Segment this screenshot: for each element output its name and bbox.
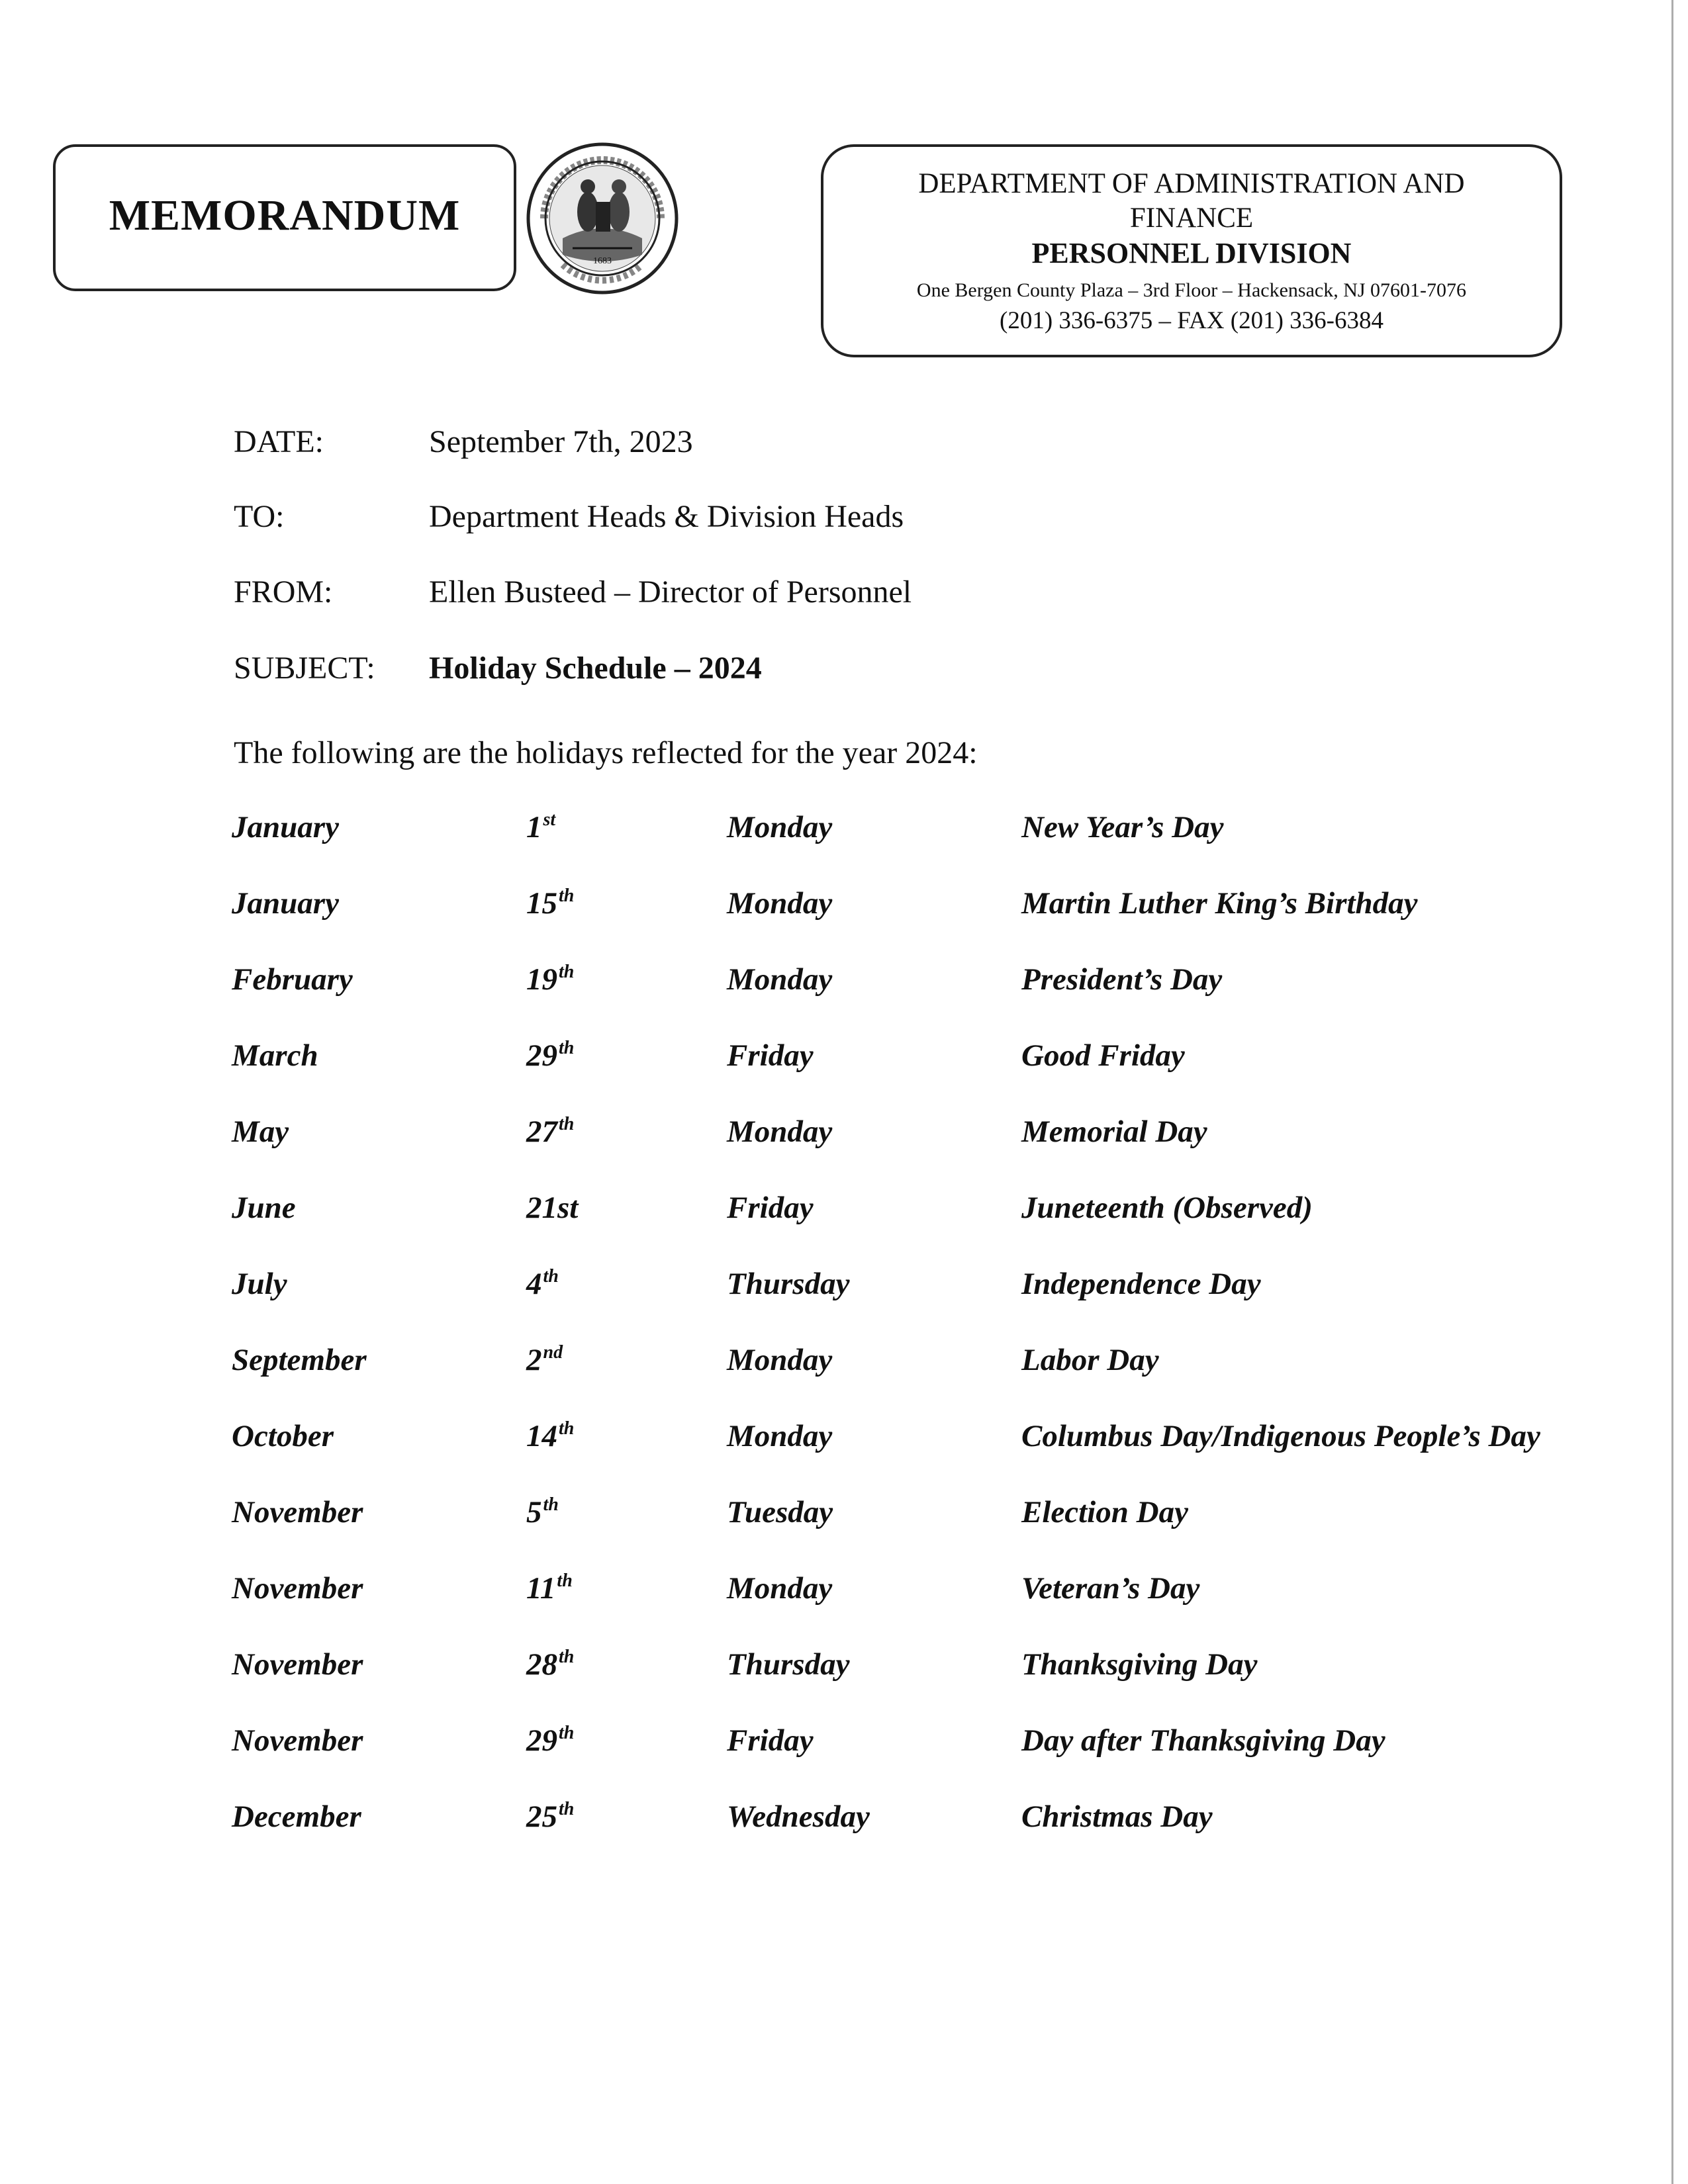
- holiday-weekday: Monday: [727, 1571, 833, 1606]
- holiday-day-suffix: th: [559, 1038, 575, 1058]
- holiday-month: May: [232, 1115, 289, 1149]
- holiday-month: December: [232, 1799, 361, 1834]
- holiday-day: [526, 884, 574, 928]
- holiday-row: [232, 1036, 1655, 1112]
- department-name-line2: FINANCE: [1129, 203, 1254, 234]
- subject-label: SUBJECT:: [234, 651, 375, 686]
- holiday-day-suffix: th: [559, 1647, 575, 1667]
- holiday-month: January: [232, 810, 339, 844]
- holiday-day: [526, 1188, 578, 1228]
- holiday-day-number: 25: [526, 1799, 557, 1834]
- holiday-day-suffix: th: [559, 1799, 575, 1819]
- holiday-day: [526, 1569, 573, 1613]
- holiday-day-number: 19: [526, 962, 557, 997]
- holiday-day-number: 4: [526, 1267, 542, 1301]
- holiday-name: President’s Day: [1021, 962, 1223, 997]
- holiday-row: [232, 1264, 1655, 1340]
- county-seal-icon: [523, 139, 682, 298]
- holiday-day-suffix: th: [543, 1494, 559, 1515]
- holiday-weekday: Thursday: [727, 1647, 850, 1682]
- holiday-day-number: 5: [526, 1495, 542, 1529]
- department-phone: (201) 336-6375 – FAX (201) 336-6384: [1000, 307, 1383, 334]
- holiday-day: [526, 1492, 559, 1537]
- date-value: September 7th, 2023: [429, 424, 693, 459]
- holiday-day: [526, 1112, 574, 1156]
- holiday-weekday: Tuesday: [727, 1495, 833, 1529]
- holiday-row: [232, 1416, 1655, 1492]
- to-label: TO:: [234, 499, 285, 534]
- holiday-weekday: Monday: [727, 886, 833, 921]
- scan-edge-line: [1671, 0, 1673, 2184]
- holiday-month: March: [232, 1038, 318, 1073]
- holiday-day-suffix: th: [543, 1266, 559, 1287]
- holiday-name: Good Friday: [1021, 1038, 1185, 1073]
- holiday-row: [232, 1112, 1655, 1188]
- holiday-day-suffix: th: [559, 1418, 575, 1439]
- holiday-day: [526, 1645, 574, 1689]
- holiday-day-suffix: th: [559, 1114, 575, 1134]
- holiday-name: Veteran’s Day: [1021, 1571, 1200, 1606]
- holiday-day: [526, 1797, 574, 1841]
- holiday-weekday: Monday: [727, 810, 833, 844]
- holiday-month: November: [232, 1647, 363, 1682]
- holiday-day-suffix: th: [559, 1723, 575, 1743]
- holiday-name: Columbus Day/Indigenous People’s Day: [1021, 1419, 1540, 1453]
- memorandum-title: MEMORANDUM: [109, 191, 461, 240]
- holiday-weekday: Thursday: [727, 1267, 850, 1301]
- holiday-name: Memorial Day: [1021, 1115, 1207, 1149]
- holiday-weekday: Monday: [727, 1115, 833, 1149]
- holiday-weekday: Friday: [727, 1191, 814, 1225]
- holiday-row: [232, 1797, 1655, 1873]
- holiday-weekday: Monday: [727, 962, 833, 997]
- holiday-row: [232, 1721, 1655, 1797]
- holiday-day-number: 21st: [526, 1191, 579, 1225]
- holiday-row: [232, 1569, 1655, 1645]
- holiday-day-number: 15: [526, 886, 557, 921]
- holiday-day-suffix: th: [559, 962, 575, 982]
- svg-text:1683: 1683: [593, 256, 612, 266]
- holiday-name: Labor Day: [1021, 1343, 1159, 1377]
- holiday-day-number: 14: [526, 1419, 557, 1453]
- date-label: DATE:: [234, 424, 324, 459]
- from-label: FROM:: [234, 574, 333, 610]
- holiday-month: November: [232, 1723, 363, 1758]
- holiday-weekday: Friday: [727, 1723, 814, 1758]
- holiday-day: [526, 1721, 574, 1765]
- holiday-weekday: Monday: [727, 1343, 833, 1377]
- from-value: Ellen Busteed – Director of Personnel: [429, 574, 912, 610]
- holiday-row: [232, 884, 1655, 960]
- holiday-day-number: 11: [526, 1571, 556, 1606]
- holiday-month: October: [232, 1419, 334, 1453]
- memorandum-box: [53, 144, 516, 291]
- holiday-day-suffix: th: [559, 886, 575, 906]
- holiday-row: [232, 1492, 1655, 1569]
- intro-text: The following are the holidays reflected for the year 2024:: [234, 735, 978, 770]
- holiday-month: September: [232, 1343, 367, 1377]
- holiday-name: Election Day: [1021, 1495, 1188, 1529]
- holiday-month: January: [232, 886, 339, 921]
- holiday-day-suffix: nd: [543, 1342, 563, 1363]
- department-name-line1: DEPARTMENT OF ADMINISTRATION AND: [918, 168, 1465, 199]
- division-name: PERSONNEL DIVISION: [1031, 237, 1352, 269]
- holiday-month: November: [232, 1495, 363, 1529]
- holiday-month: June: [232, 1191, 296, 1225]
- holiday-month: July: [232, 1267, 287, 1301]
- holiday-day-number: 27: [526, 1115, 557, 1149]
- holiday-name: Christmas Day: [1021, 1799, 1213, 1834]
- holiday-day-number: 29: [526, 1723, 557, 1758]
- holiday-row: [232, 1188, 1655, 1264]
- holiday-weekday: Friday: [727, 1038, 814, 1073]
- holiday-day: [526, 807, 555, 852]
- holiday-name: Juneteenth (Observed): [1021, 1191, 1313, 1225]
- holiday-day-suffix: th: [557, 1570, 573, 1591]
- holiday-list: [232, 807, 1655, 1873]
- holiday-day: [526, 1416, 574, 1461]
- holiday-name: Martin Luther King’s Birthday: [1021, 886, 1418, 921]
- holiday-day-number: 1: [526, 810, 542, 844]
- holiday-weekday: Monday: [727, 1419, 833, 1453]
- holiday-day: [526, 1340, 563, 1385]
- holiday-day: [526, 1036, 574, 1080]
- holiday-row: [232, 960, 1655, 1036]
- holiday-row: [232, 1645, 1655, 1721]
- holiday-month: February: [232, 962, 353, 997]
- holiday-day-number: 2: [526, 1343, 542, 1377]
- holiday-name: Day after Thanksgiving Day: [1021, 1723, 1385, 1758]
- holiday-day-number: 29: [526, 1038, 557, 1073]
- to-value: Department Heads & Division Heads: [429, 499, 904, 534]
- holiday-day: [526, 960, 574, 1004]
- holiday-row: [232, 1340, 1655, 1416]
- holiday-name: Thanksgiving Day: [1021, 1647, 1258, 1682]
- holiday-weekday: Wednesday: [727, 1799, 870, 1834]
- holiday-day-number: 28: [526, 1647, 557, 1682]
- department-address: One Bergen County Plaza – 3rd Floor – Hackensack, NJ 07601-7076: [916, 279, 1467, 301]
- holiday-name: New Year’s Day: [1021, 810, 1224, 844]
- subject-value: Holiday Schedule – 2024: [429, 651, 762, 686]
- department-box: [821, 144, 1562, 357]
- holiday-month: November: [232, 1571, 363, 1606]
- holiday-row: [232, 807, 1655, 884]
- holiday-name: Independence Day: [1021, 1267, 1261, 1301]
- holiday-day: [526, 1264, 559, 1308]
- holiday-day-suffix: st: [543, 809, 556, 830]
